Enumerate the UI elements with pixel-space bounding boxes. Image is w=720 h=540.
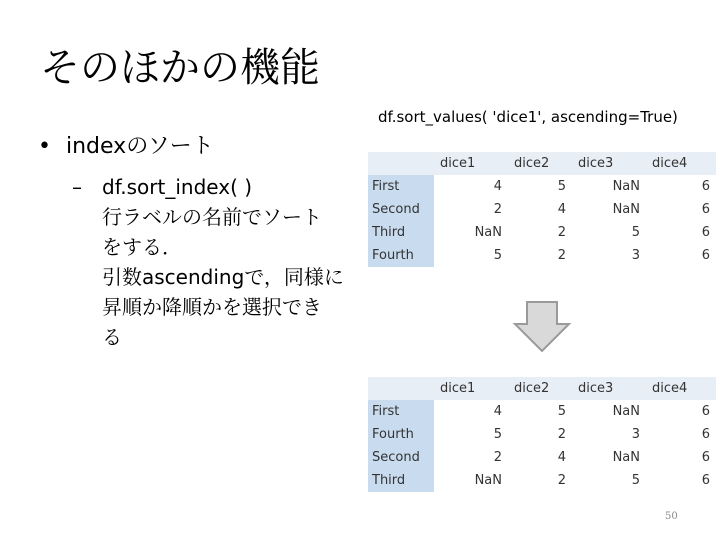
row-index: Fourth (368, 423, 434, 446)
sub-line: 引数ascendingで，同様に (102, 265, 344, 289)
table-row (368, 423, 716, 446)
row-index: Fourth (368, 244, 434, 267)
table-cell: 2 (508, 423, 572, 446)
bullet-text: indexのソート (66, 134, 214, 159)
table-cell: 6 (646, 400, 716, 423)
table-cell: NaN (572, 198, 646, 221)
row-index: Second (368, 446, 434, 469)
column-header: dice2 (508, 377, 572, 400)
slide-title: そのほかの機能 (40, 45, 320, 91)
table-cell: 5 (434, 244, 508, 267)
table-cell: 5 (572, 221, 646, 244)
down-arrow-icon (512, 300, 572, 354)
table-cell: 2 (508, 244, 572, 267)
column-header: dice2 (508, 152, 572, 175)
column-header: dice1 (434, 377, 508, 400)
bullet-item (38, 132, 214, 162)
sub-line: 行ラベルの名前でソート (102, 205, 322, 229)
row-index: Third (368, 221, 434, 244)
table-cell: 4 (508, 446, 572, 469)
sub-line: 昇順か降順かを選択でき (102, 295, 322, 319)
table-row (368, 244, 716, 267)
table-cell: 3 (572, 244, 646, 267)
table-cell: 5 (508, 175, 572, 198)
table-cell: 2 (508, 469, 572, 492)
header-corner (368, 377, 434, 400)
page-number: 50 (665, 511, 678, 522)
table-cell: NaN (572, 446, 646, 469)
code-snippet: df.sort_values( 'dice1', ascending=True) (378, 108, 678, 126)
bullet-marker: • (38, 134, 51, 159)
table-header-row (368, 152, 716, 175)
sub-bullet-marker: – (72, 175, 82, 199)
table-row (368, 469, 716, 492)
table-cell: NaN (434, 469, 508, 492)
table-cell: 6 (646, 423, 716, 446)
table-cell: 4 (508, 198, 572, 221)
sub-line: をする． (102, 235, 182, 259)
header-corner (368, 152, 434, 175)
table-row (368, 198, 716, 221)
table-cell: 6 (646, 198, 716, 221)
sub-line: df.sort_index( ) (102, 175, 253, 199)
table-cell: NaN (572, 175, 646, 198)
table-cell: 2 (434, 198, 508, 221)
column-header: dice4 (646, 377, 716, 400)
table-cell: 6 (646, 446, 716, 469)
table-cell: 6 (646, 244, 716, 267)
column-header: dice3 (572, 377, 646, 400)
sub-line: る (102, 325, 122, 349)
table-cell: 3 (572, 423, 646, 446)
table-cell: 5 (572, 469, 646, 492)
table-cell: NaN (434, 221, 508, 244)
table-header-row (368, 377, 716, 400)
table-row (368, 446, 716, 469)
table-cell: NaN (572, 400, 646, 423)
row-index: First (368, 400, 434, 423)
table-cell: 5 (508, 400, 572, 423)
table-cell: 4 (434, 175, 508, 198)
row-index: First (368, 175, 434, 198)
table-cell: 6 (646, 221, 716, 244)
sub-bullet-text (102, 172, 362, 352)
row-index: Third (368, 469, 434, 492)
table-cell: 6 (646, 469, 716, 492)
table-cell: 5 (434, 423, 508, 446)
table-cell: 2 (434, 446, 508, 469)
table-row (368, 221, 716, 244)
column-header: dice4 (646, 152, 716, 175)
row-index: Second (368, 198, 434, 221)
column-header: dice3 (572, 152, 646, 175)
dataframe-sorted (368, 377, 716, 492)
table-row (368, 175, 716, 198)
table-cell: 6 (646, 175, 716, 198)
sub-bullet (72, 172, 362, 352)
table-row (368, 400, 716, 423)
table-cell: 4 (434, 400, 508, 423)
table-cell: 2 (508, 221, 572, 244)
dataframe-before (368, 152, 716, 267)
column-header: dice1 (434, 152, 508, 175)
